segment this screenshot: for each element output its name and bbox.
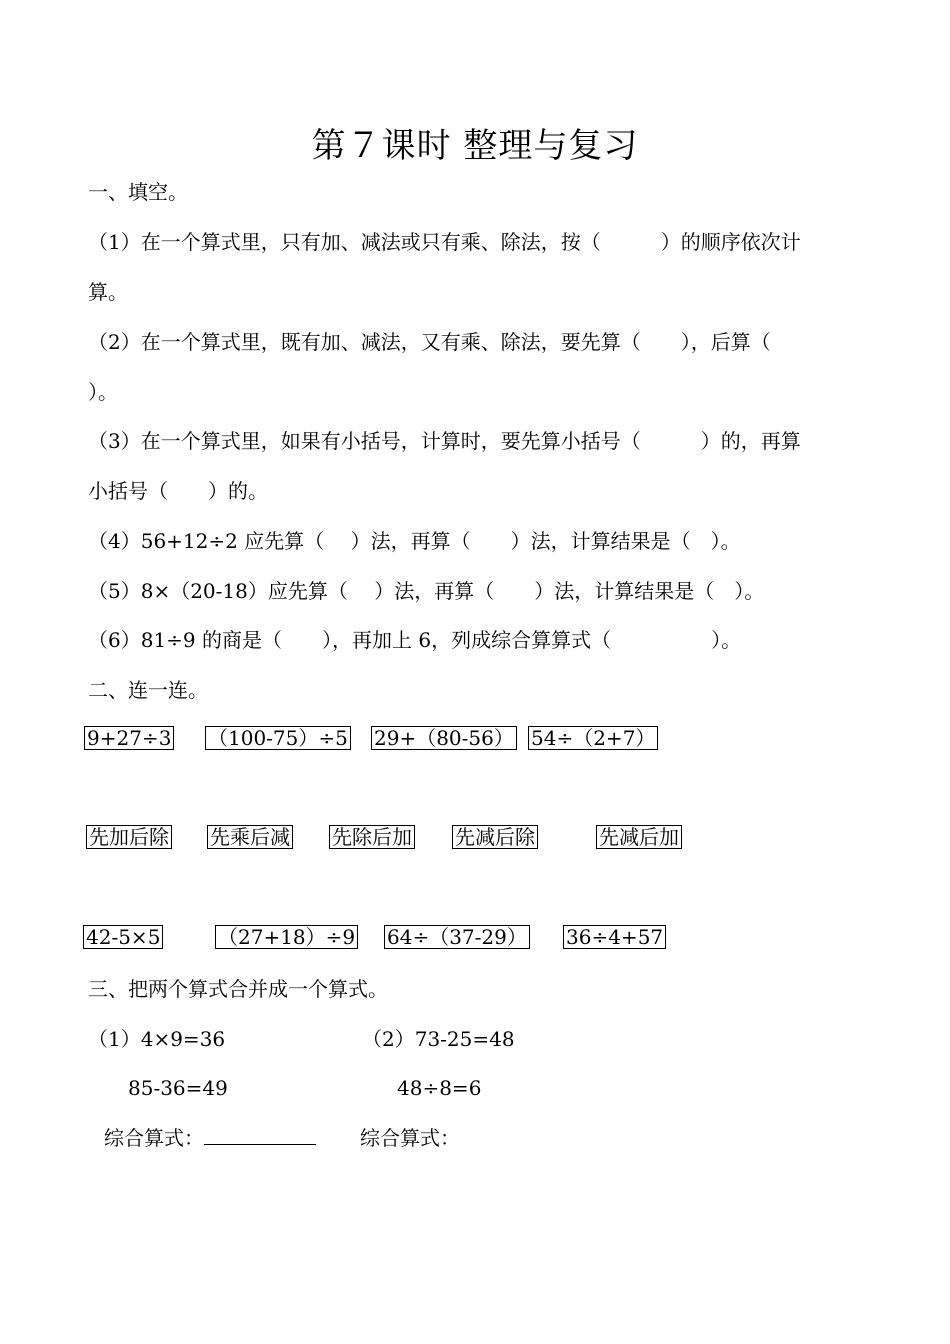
section1-heading: 一、填空。 xyxy=(88,180,188,204)
expression-box: 9+27÷3 xyxy=(84,726,174,750)
expression-box: 64÷（37-29） xyxy=(384,925,530,949)
question-6: （6）81÷9 的商是（ ），再加上 6，列成综合算算式（ ）。 xyxy=(88,628,742,652)
question-5: （5）8×（20-18）应先算（ ）法，再算（ ）法，计算结果是（ ）。 xyxy=(88,579,765,603)
problem-2-equation-1: （2）73-25=48 xyxy=(362,1027,515,1051)
problem-2-equation-2: 48÷8=6 xyxy=(397,1076,482,1100)
combined-label: 综合算式： xyxy=(360,1126,460,1150)
problem-1-equation-2: 85-36=49 xyxy=(128,1076,228,1100)
order-box: 先减后除 xyxy=(452,825,538,849)
combined-expression-1 xyxy=(104,1124,316,1152)
order-box: 先减后加 xyxy=(596,825,682,849)
question-2-line-1: （2）在一个算式里，既有加、减法，又有乘、除法，要先算（ ），后算（ xyxy=(88,330,771,354)
problem-1-equation-1: （1）4×9=36 xyxy=(88,1027,226,1051)
question-4: （4）56+12÷2 应先算（ ）法，再算（ ）法，计算结果是（ ）。 xyxy=(88,529,741,553)
question-3-line-1: （3）在一个算式里，如果有小括号，计算时，要先算小括号（ ）的，再算 xyxy=(88,429,801,453)
order-box: 先加后除 xyxy=(86,825,172,849)
expression-box: 54÷（2+7） xyxy=(528,726,658,750)
page-title: 第７课时 整理与复习 xyxy=(311,126,639,166)
expression-box: （100-75）÷5 xyxy=(205,726,351,750)
section3-heading: 三、把两个算式合并成一个算式。 xyxy=(88,977,388,1001)
combined-label: 综合算式： xyxy=(104,1126,204,1150)
expression-box: 29+（80-56） xyxy=(371,726,517,750)
question-3-line-2: 小括号（ ）的。 xyxy=(88,479,268,503)
question-1-line-1: （1）在一个算式里，只有加、减法或只有乘、除法，按（ ）的顺序依次计 xyxy=(88,230,801,254)
question-1-line-2: 算。 xyxy=(88,280,128,304)
expression-box: 36÷4+57 xyxy=(563,925,666,949)
question-2-line-2: ）。 xyxy=(88,380,118,404)
answer-blank[interactable] xyxy=(204,1124,316,1145)
expression-box: （27+18）÷9 xyxy=(215,925,358,949)
order-box: 先乘后减 xyxy=(207,825,293,849)
order-box: 先除后加 xyxy=(329,825,415,849)
section2-heading: 二、连一连。 xyxy=(88,678,208,702)
expression-box: 42-5×5 xyxy=(83,925,163,949)
